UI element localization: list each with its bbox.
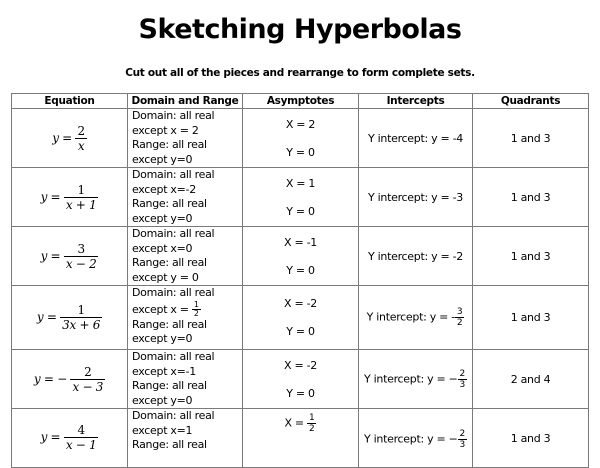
equation-cell — [12, 409, 128, 468]
domain-range-cell — [128, 227, 243, 286]
intercept-cell: Y intercept: y = -3 — [359, 168, 473, 227]
header-domain-range: Domain and Range — [128, 94, 243, 109]
equation-cell — [12, 350, 128, 409]
horizontal-asymptote: Y = 0 — [286, 325, 315, 338]
table-row — [12, 350, 589, 409]
equation-lhs: y = — [33, 371, 54, 386]
domain-line: Domain: all real — [132, 286, 215, 299]
range-line: except y=0 — [132, 211, 193, 225]
asymptotes-cell — [243, 227, 359, 286]
equation-cell — [12, 286, 128, 350]
domain-line: except x=1 — [132, 423, 193, 437]
equation-cell — [12, 227, 128, 286]
equation-cell — [12, 109, 128, 168]
horizontal-asymptote: Y = 0 — [286, 205, 315, 218]
quadrants-cell: 2 and 4 — [473, 350, 589, 409]
range-line: except y=0 — [132, 332, 193, 345]
denominator: 3x + 6 — [62, 318, 101, 332]
denominator: 2 — [193, 309, 199, 318]
range-line: except y=0 — [132, 152, 193, 166]
domain-range-cell — [128, 286, 243, 350]
equation-fraction — [60, 303, 102, 332]
instructions: Cut out all of the pieces and rearrange to form complete sets. — [125, 67, 475, 79]
range-line: Range: all real — [132, 256, 207, 269]
table-row — [12, 286, 589, 350]
numerator: 2 — [459, 368, 465, 379]
table-row — [12, 168, 589, 227]
equation-fraction — [64, 242, 99, 271]
equation-lhs: y = — [40, 248, 61, 263]
horizontal-asymptote: Y = 0 — [286, 387, 315, 400]
domain-line: Domain: all real — [132, 350, 215, 363]
header-equation: Equation — [12, 94, 128, 109]
equation-lhs: y = — [40, 189, 61, 204]
range-line: except y=0 — [132, 393, 193, 407]
domain-line: Domain: all real — [132, 168, 215, 181]
numerator: 1 — [77, 303, 85, 317]
numerator: 3 — [77, 241, 85, 256]
vertical-asymptote: X = -1 — [284, 236, 317, 249]
denominator: x − 1 — [65, 438, 97, 452]
range-line: Range: all real — [132, 438, 207, 451]
denominator: x − 2 — [65, 256, 97, 271]
intercept-fraction — [455, 307, 464, 328]
intercept-text: Y intercept: y = - — [366, 310, 455, 324]
asymptote-text: X = — [284, 416, 308, 430]
numerator: 2 — [77, 123, 85, 138]
denominator: x + 1 — [65, 197, 97, 212]
horizontal-asymptote: Y = 0 — [286, 264, 315, 277]
denominator: 2 — [456, 318, 463, 328]
table-row — [12, 409, 589, 468]
equation-lhs: y = — [52, 130, 72, 145]
vertical-asymptote — [243, 409, 358, 433]
header-asymptotes: Asymptotes — [243, 94, 359, 109]
asymptote-fraction — [307, 413, 316, 434]
range-line: Range: all real — [132, 197, 207, 210]
range-line: Range: all real — [132, 138, 207, 151]
intercept-cell — [359, 350, 473, 409]
asymptotes-cell — [243, 350, 359, 409]
quadrants-cell: 1 and 3 — [473, 409, 589, 468]
domain-line: Domain: all real — [132, 409, 215, 422]
equation-sign: − — [57, 371, 67, 386]
vertical-asymptote: X = 1 — [285, 177, 316, 190]
header-row — [12, 94, 589, 109]
header-quadrants: Quadrants — [473, 94, 589, 109]
equation-fraction — [64, 183, 99, 212]
numerator: 4 — [77, 423, 85, 437]
equation-lhs: y = — [40, 430, 61, 444]
denominator: x — [75, 138, 86, 153]
denominator: 3 — [459, 379, 465, 390]
header-intercepts: Intercepts — [359, 94, 473, 109]
domain-range-cell — [128, 409, 243, 468]
range-line: Range: all real — [132, 379, 207, 392]
denominator: x − 3 — [72, 379, 104, 394]
domain-range-cell — [128, 168, 243, 227]
table-row — [12, 227, 589, 286]
domain-range-cell — [128, 109, 243, 168]
domain-line — [132, 301, 242, 318]
numerator: 3 — [456, 307, 463, 317]
quadrants-cell: 1 and 3 — [473, 168, 589, 227]
intercept-text: Y intercept: y = − — [364, 432, 458, 446]
equation-lhs: y = — [36, 310, 57, 324]
horizontal-asymptote — [243, 433, 358, 441]
domain-text: except x = — [132, 302, 192, 316]
intercept-cell: Y intercept: y = -2 — [359, 227, 473, 286]
intercept-fraction — [458, 369, 467, 390]
numerator: 1 — [77, 182, 85, 197]
quadrants-cell: 1 and 3 — [473, 286, 589, 350]
domain-line: except x = 2 — [132, 123, 199, 137]
quadrants-cell: 1 and 3 — [473, 109, 589, 168]
equation-fraction — [75, 124, 86, 153]
domain-line: Domain: all real — [132, 227, 215, 240]
range-line: Range: all real — [132, 317, 207, 331]
domain-line: except x=0 — [132, 241, 193, 255]
equation-fraction — [64, 423, 99, 452]
horizontal-asymptote: Y = 0 — [286, 146, 315, 159]
equation-fraction — [70, 365, 105, 394]
intercept-fraction — [458, 429, 467, 450]
quadrants-cell: 1 and 3 — [473, 227, 589, 286]
domain-range-cell — [128, 350, 243, 409]
domain-line: Domain: all real — [132, 109, 215, 122]
intercept-cell: Y intercept: y = -4 — [359, 109, 473, 168]
hyperbola-table — [11, 93, 589, 468]
numerator: 1 — [309, 413, 315, 423]
numerator: 2 — [459, 429, 465, 439]
table-row — [12, 109, 589, 168]
numerator: 1 — [193, 300, 199, 309]
vertical-asymptote: X = 2 — [285, 118, 316, 131]
intercept-cell — [359, 286, 473, 350]
intercept-cell — [359, 409, 473, 468]
asymptotes-cell — [243, 109, 359, 168]
equation-cell — [12, 168, 128, 227]
vertical-asymptote: X = -2 — [284, 359, 317, 372]
numerator: 2 — [84, 364, 92, 379]
vertical-asymptote: X = -2 — [284, 297, 317, 310]
denominator: 2 — [309, 424, 315, 434]
asymptotes-cell — [243, 409, 359, 468]
domain-line: except x=-1 — [132, 364, 196, 378]
asymptotes-cell — [243, 168, 359, 227]
domain-line: except x=-2 — [132, 182, 196, 196]
range-line: except y = 0 — [132, 270, 199, 284]
asymptotes-cell — [243, 286, 359, 350]
intercept-text: Y intercept: y = − — [364, 372, 458, 385]
denominator: 3 — [459, 440, 465, 450]
domain-fraction — [192, 301, 201, 318]
page-title: Sketching Hyperbolas — [138, 14, 462, 45]
